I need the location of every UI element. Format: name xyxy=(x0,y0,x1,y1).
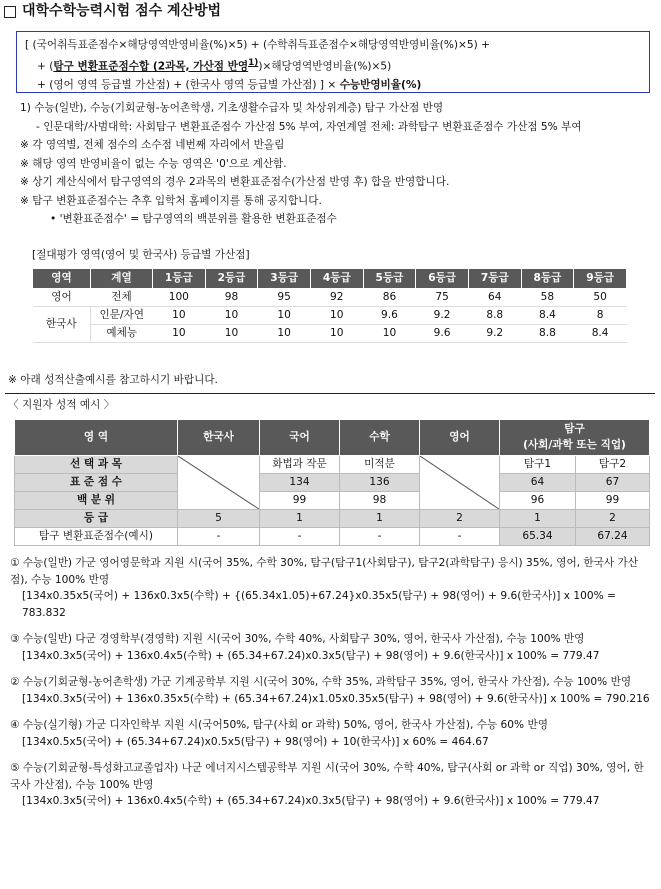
cell-value: 9.6 xyxy=(416,325,469,343)
header-inquiry-sub: (사회/과학 또는 직업) xyxy=(523,438,626,451)
row-label-converted: 탐구 변환표준점수(예시) xyxy=(15,528,178,546)
cell-value: 64 xyxy=(468,289,521,307)
header-inquiry xyxy=(500,420,650,456)
table-row-pct xyxy=(15,492,650,510)
table-row-subject xyxy=(15,456,650,474)
note-3: ※ 각 영역별, 전체 점수의 소수점 네번째 자리에서 반올림 xyxy=(20,139,285,151)
cell-value: 100 xyxy=(153,289,206,307)
table-row-std xyxy=(15,474,650,492)
note-6: ※ 탐구 변환표준점수는 추후 입학처 홈페이지를 통해 공지합니다. xyxy=(20,194,322,207)
cell-value: 9.2 xyxy=(468,325,521,343)
table-row-grade xyxy=(15,510,650,528)
cell-area-english: 영어 xyxy=(33,289,91,307)
formula-line-3-pre: + (영어 영역 등급별 가산점) + (한국사 영역 등급별 가산점) ] × xyxy=(37,78,337,91)
formula-line-2-post: )×해당영역반영비율(%)×5) xyxy=(258,60,392,73)
cell-korean-pct: 99 xyxy=(260,492,340,510)
formula-line-3-bold: 수능반영비율(%) xyxy=(339,78,422,91)
cell-value: 98 xyxy=(205,289,258,307)
cell-value: 8.8 xyxy=(468,307,521,325)
diagonal-cell-history xyxy=(178,456,260,510)
row-label-pct: 백 분 위 xyxy=(15,492,178,510)
notes-block xyxy=(20,99,650,229)
page-heading xyxy=(4,2,221,22)
note-4: ※ 해당 영역 반영비율이 없는 수능 영역은 '0'으로 계산함. xyxy=(20,157,287,170)
header-grade-1: 1등급 xyxy=(153,269,206,289)
cell-math-grade: 1 xyxy=(340,510,420,528)
cell-value: 10 xyxy=(153,325,206,343)
reference-note: ※ 아래 성적산출예시를 참고하시기 바랍니다. xyxy=(8,374,218,386)
cell-value: 92 xyxy=(310,289,363,307)
cell-area-history: 한국사 xyxy=(33,307,91,343)
header-grade-3: 3등급 xyxy=(258,269,311,289)
header-grade-5: 5등급 xyxy=(363,269,416,289)
note-5: ※ 상기 계산식에서 탐구영역의 경우 2과목의 변환표준점수(가산점 반영 후) 합을 반영합니다. xyxy=(20,176,450,188)
formula-line-2 xyxy=(25,54,641,76)
calculation-examples xyxy=(10,555,650,820)
formula-footnote-mark: 1) xyxy=(248,58,259,68)
example-description: ① 수능(일반) 가군 영어영문학과 지원 시(국어 35%, 수학 30%, 탐구(탐구1(사회탐구), 탐구2(과학탐구) 응시) 35%, 영어, 한국사 가산점), 수능 100% 반영 xyxy=(10,557,638,586)
header-korean: 국어 xyxy=(260,420,340,456)
formula-box xyxy=(16,31,650,93)
header-area: 영역 xyxy=(33,269,91,289)
cell-history-conv: - xyxy=(178,528,260,546)
cell-value: 8.8 xyxy=(521,325,574,343)
row-label-std: 표 준 점 수 xyxy=(15,474,178,492)
example-item xyxy=(10,555,650,621)
cell-value: 10 xyxy=(363,325,416,343)
cell-history-grade: 5 xyxy=(178,510,260,528)
header-english: 영어 xyxy=(420,420,500,456)
header-grade-8: 8등급 xyxy=(521,269,574,289)
cell-korean-subject: 화법과 작문 xyxy=(260,456,340,474)
example-calculation: [134x0.3x5(국어) + 136x0.4x5(수학) + (65.34+67.24)x0.3x5(탐구) + 98(영어) + 9.6(한국사)] x 100% = 779.47 xyxy=(22,649,600,662)
cell-inq2-conv: 67.24 xyxy=(576,528,650,546)
formula-line-2-pre: + ( xyxy=(37,60,54,73)
cell-korean-conv: - xyxy=(260,528,340,546)
cell-inq2-pct: 99 xyxy=(576,492,650,510)
example-description: ③ 수능(일반) 다군 경영학부(경영학) 지원 시(국어 30%, 수학 40%, 사회탐구 30%, 영어, 한국사 가산점), 수능 100% 반영 xyxy=(10,633,585,645)
cell-inq2-std: 67 xyxy=(576,474,650,492)
cell-inq1-std: 64 xyxy=(500,474,576,492)
header-grade-4: 4등급 xyxy=(310,269,363,289)
cell-english-grade: 2 xyxy=(420,510,500,528)
formula-line-3 xyxy=(25,76,641,94)
cell-value: 10 xyxy=(205,325,258,343)
header-area: 영 역 xyxy=(15,420,178,456)
cell-english-conv: - xyxy=(420,528,500,546)
cell-value: 8.4 xyxy=(574,325,627,343)
cell-value: 10 xyxy=(310,307,363,325)
cell-value: 10 xyxy=(258,325,311,343)
example-item xyxy=(10,631,650,664)
cell-track: 예체능 xyxy=(91,325,153,343)
example-item xyxy=(10,717,650,750)
example-calculation: [134x0.3x5(국어) + 136x0.4x5(수학) + (65.34+67.24)x0.3x5(탐구) + 98(영어) + 9.6(한국사)] x 100% = 779.47 xyxy=(22,795,600,807)
formula-line-1: [ (국어취득표준점수×해당영역반영비율(%)×5) + (수학취득표준점수×해당영역반영비율(%)×5) + xyxy=(25,39,491,51)
cell-inq1-grade: 1 xyxy=(500,510,576,528)
row-label-grade: 등 급 xyxy=(15,510,178,528)
example-item xyxy=(10,674,650,707)
cell-value: 8 xyxy=(574,307,627,325)
table-row-converted xyxy=(15,528,650,546)
table-row-english xyxy=(33,289,627,307)
note-7: • '변환표준점수' = 탐구영역의 백분위를 활용한 변환표준점수 xyxy=(50,213,337,225)
header-inquiry-label: 탐구 xyxy=(564,423,585,436)
cell-inq1-pct: 96 xyxy=(500,492,576,510)
row-label-subject: 선 택 과 목 xyxy=(15,456,178,474)
cell-value: 50 xyxy=(574,289,627,307)
cell-inq2-subject: 탐구2 xyxy=(576,456,650,474)
grade-bonus-table xyxy=(32,268,627,343)
diagonal-cell-english xyxy=(420,456,500,510)
header-history: 한국사 xyxy=(178,420,260,456)
applicant-score-table xyxy=(14,419,650,546)
cell-math-pct: 98 xyxy=(340,492,420,510)
score-table-header-row xyxy=(15,420,650,456)
cell-track: 전체 xyxy=(91,289,153,307)
example-calculation: [134x0.3x5(국어) + 136x0.35x5(수학) + (65.34+67.24)x1.05x0.35x5(탐구) + 98(영어) + 9.6(한국사)] x 100% = 790.216 xyxy=(22,692,650,705)
cell-value: 8.4 xyxy=(521,307,574,325)
cell-value: 10 xyxy=(153,307,206,325)
cell-inq1-conv: 65.34 xyxy=(500,528,576,546)
cell-math-conv: - xyxy=(340,528,420,546)
example-description: ② 수능(기회균형-농어촌학생) 가군 기계공학부 지원 시(국어 30%, 수학 35%, 과학탐구 35%, 영어, 한국사 가산점), 수능 100% 반영 xyxy=(10,676,632,688)
cell-value: 58 xyxy=(521,289,574,307)
heading-text: 대학수학능력시험 점수 계산방법 xyxy=(22,3,222,19)
header-grade-9: 9등급 xyxy=(574,269,627,289)
table-row-history-arts xyxy=(33,325,627,343)
header-grade-6: 6등급 xyxy=(416,269,469,289)
example-description: ④ 수능(실기형) 가군 디자인학부 지원 시(국어50%, 탐구(사회 or 과학) 50%, 영어, 한국사 가산점), 수능 60% 반영 xyxy=(10,719,548,731)
cell-value: 95 xyxy=(258,289,311,307)
divider xyxy=(5,393,655,394)
cell-value: 9.2 xyxy=(416,307,469,325)
header-grade-2: 2등급 xyxy=(205,269,258,289)
example-description: ⑤ 수능(기회균형-특성화고교졸업자) 나군 에너지시스템공학부 지원 시(국어 30%, 수학 40%, 탐구(사회 or 과학 or 직업) 30%, 영어, 한국사 가산점), 수능 100% 반영 xyxy=(10,762,644,791)
cell-value: 75 xyxy=(416,289,469,307)
cell-inq2-grade: 2 xyxy=(576,510,650,528)
example-calculation: [134x0.5x5(국어) + (65.34+67.24)x0.5x5(탐구) + 98(영어) + 10(한국사)] x 60% = 464.67 xyxy=(22,735,489,748)
example-calculation: [134x0.35x5(국어) + 136x0.3x5(수학) + {(65.34x1.05)+67.24}x0.35x5(탐구) + 98(영어) + 9.6(한국사)] x 100% = 783.832 xyxy=(22,590,616,619)
cell-value: 9.6 xyxy=(363,307,416,325)
header-track: 계열 xyxy=(91,269,153,289)
grade-table-header-row xyxy=(33,269,627,289)
grade-table-title: [절대평가 영역(영어 및 한국사) 등급별 가산점] xyxy=(32,249,250,261)
note-1: 1) 수능(일반), 수능(기회균형-농어촌학생, 기초생활수급자 및 차상위계층) 탐구 가산점 반영 xyxy=(20,102,444,114)
header-math: 수학 xyxy=(340,420,420,456)
note-2: - 인문대학/사범대학: 사회탐구 변환표준점수 가산점 5% 부여, 자연계열 전체: 과학탐구 변환표준점수 가산점 5% 부여 xyxy=(36,120,582,133)
cell-value: 10 xyxy=(310,325,363,343)
header-grade-7: 7등급 xyxy=(468,269,521,289)
cell-math-subject: 미적분 xyxy=(340,456,420,474)
cell-inq1-subject: 탐구1 xyxy=(500,456,576,474)
cell-value: 10 xyxy=(205,307,258,325)
example-item xyxy=(10,760,650,810)
cell-value: 86 xyxy=(363,289,416,307)
table-row-history-humanities xyxy=(33,307,627,325)
cell-value: 10 xyxy=(258,307,311,325)
cell-korean-grade: 1 xyxy=(260,510,340,528)
cell-track: 인문/자연 xyxy=(91,307,153,325)
cell-math-std: 136 xyxy=(340,474,420,492)
example-title: 〈 지원자 성적 예시 〉 xyxy=(8,399,115,411)
formula-line-2-underlined: 탐구 변환표준점수합 (2과목, 가산점 반영 xyxy=(53,60,249,73)
checkbox-square-icon xyxy=(4,6,16,18)
cell-korean-std: 134 xyxy=(260,474,340,492)
